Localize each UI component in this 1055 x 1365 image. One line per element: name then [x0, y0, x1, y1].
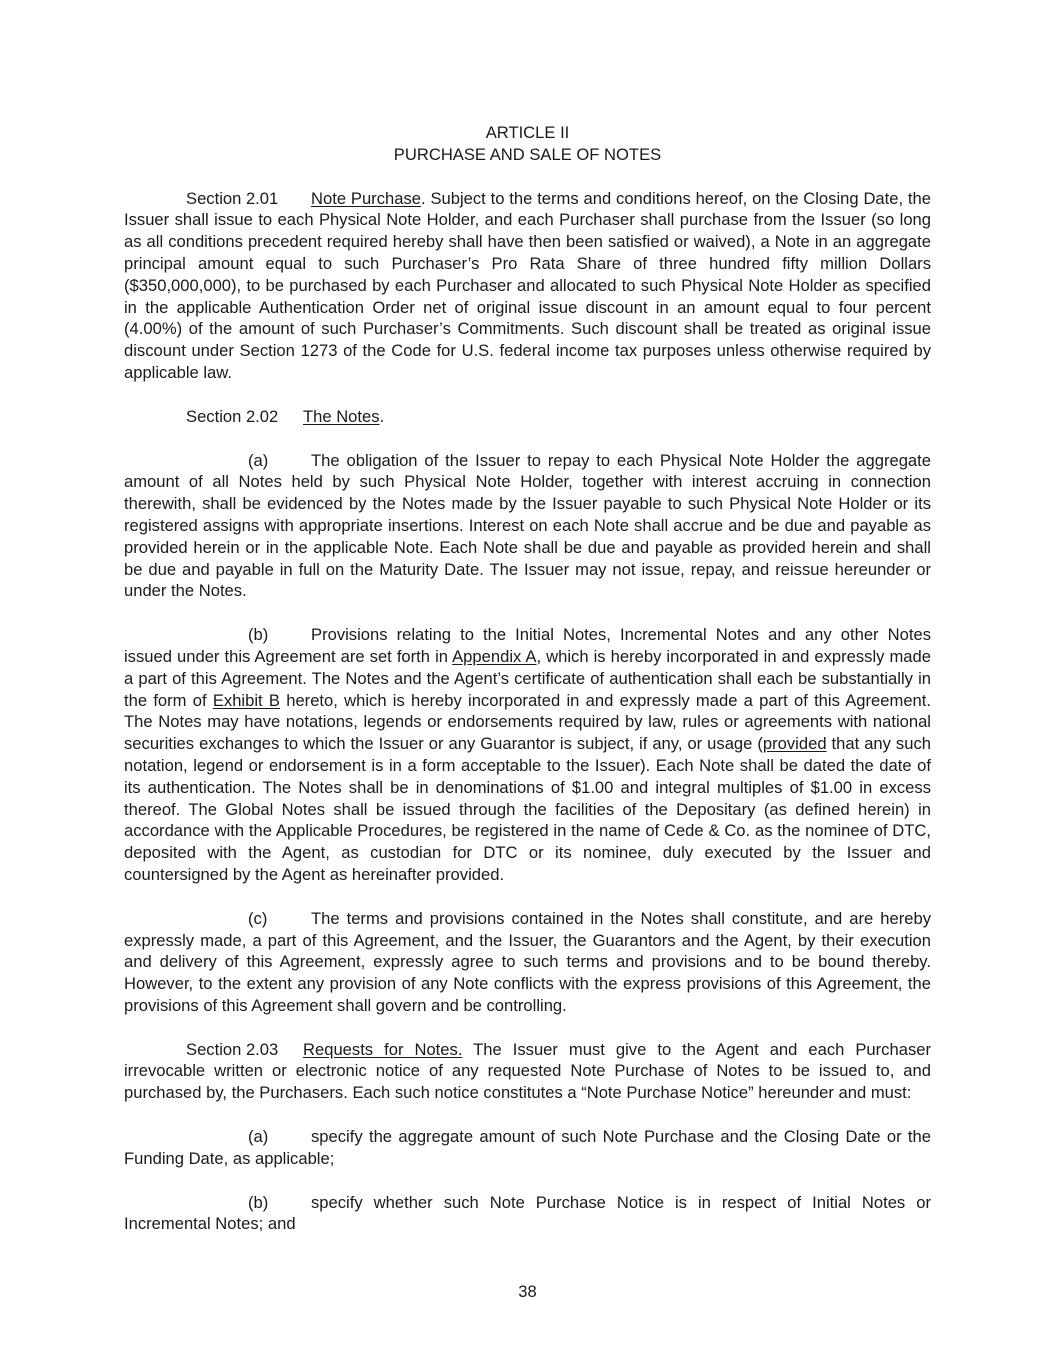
- clause-label: (c): [248, 908, 268, 928]
- section-number: Section 2.01: [186, 188, 279, 208]
- article-number: ARTICLE II: [485, 123, 570, 142]
- clause-label: (b): [248, 625, 269, 645]
- section-text: .: [379, 406, 385, 426]
- clause-text: , which is hereby incorporated in and expressly made a part of this Agreement. The Notes and the Agent’s certificate of authentication shall each be substantially in the form of: [124, 646, 931, 710]
- section-number: Section 2.02: [186, 406, 279, 426]
- clause-text: The obligation of the Issuer to repay to each Physical Note Holder the aggregate amount of all Notes held by such Physical Note Holder, together with interest accruing in connection therewith, shall be evidenced by the Notes made by the Issuer payable to such Physical Note Holder or its registered assigns with appropriate insertions. Interest on each Note shall accrue and be due and payable as provided herein or in the applicable Note. Each Note shall be due and payable as provided herein and shall be due and payable in full on the Maturity Date. The Issuer may not issue, repay, and reissue hereunder or under the Notes.: [124, 450, 931, 601]
- clause-2-02-a: [124, 450, 931, 603]
- clause-2-02-c: [124, 908, 931, 1017]
- section-2-01: [124, 188, 931, 384]
- document-body: [124, 122, 931, 1235]
- section-text: The Issuer must give to the Agent and each Purchaser irrevocable written or electronic notice of any requested Note Purchase of Notes to be issued to, and purchased by, the Purchasers. Each such notice constitutes a “Note Purchase Notice” hereunder and must:: [124, 1039, 931, 1103]
- clause-label: (b): [248, 1192, 269, 1212]
- clause-text: The terms and provisions contained in the Notes shall constitute, and are hereby expressly made, a part of this Agreement, and the Issuer, the Guarantors and the Agent, by their execution and delivery of this Agreement, expressly agree to such terms and provisions and to be bound thereby. However, to the extent any provision of any Note conflicts with the express provisions of this Agreement, the provisions of this Agreement shall govern and be controlling.: [124, 908, 931, 1015]
- section-heading: Requests for Notes.: [303, 1039, 463, 1059]
- appendix-a-reference: Appendix A: [452, 646, 537, 666]
- clause-text: Provisions relating to the Initial Notes, Incremental Notes and any other Notes issued under this Agreement are set forth in: [124, 625, 931, 666]
- section-heading: The Notes: [303, 406, 380, 426]
- section-text: . Subject to the terms and conditions hereof, on the Closing Date, the Issuer shall issue to each Physical Note Holder, and each Purchaser shall purchase from the Issuer (so long as all conditions precedent required hereby shall have then been satisfied or waived), a Note in an aggregate principal amount equal to such Purchaser’s Pro Rata Share of three hundred fifty million Dollars ($350,000,000), to be purchased by each Purchaser and allocated to such Physical Note Holder as specified in the applicable Authentication Order net of original issue discount in an amount equal to four percent (4.00%) of the amount of such Purchaser’s Commitments. Such discount shall be treated as original issue discount under Section 1273 of the Code for U.S. federal income tax purposes unless otherwise required by applicable law.: [124, 188, 932, 382]
- page-number: 38: [518, 1282, 537, 1301]
- article-heading: [124, 122, 931, 166]
- exhibit-b-reference: Exhibit B: [212, 690, 280, 710]
- section-2-03: [124, 1039, 931, 1104]
- clause-label: (a): [248, 450, 269, 470]
- clause-text: specify the aggregate amount of such Note Purchase and the Closing Date or the Funding Date, as applicable;: [124, 1127, 931, 1168]
- clause-2-02-b: [124, 624, 931, 886]
- section-heading: Note Purchase: [311, 188, 421, 208]
- section-number: Section 2.03: [186, 1039, 279, 1059]
- section-2-02: [124, 406, 931, 428]
- clause-2-03-a: [124, 1126, 931, 1170]
- clause-label: (a): [248, 1127, 269, 1147]
- clause-text: hereto, which is hereby incorporated in and expressly made a part of this Agreement. The Notes may have notations, legends or endorsements required by law, rules or agreements with national securities exchanges to which the Issuer or any Guarantor is subject, if any, or usage (: [124, 690, 932, 754]
- clause-text: that any such notation, legend or endorsement is in a form acceptable to the Issuer). Each Note shall be dated the date of its authentication. The Notes shall be in denominations of $1.00 and integral multiples of $1.00 in excess thereof. The Global Notes shall be issued through the facilities of the Depositary (as defined herein) in accordance with the Applicable Procedures, be registered in the name of Cede & Co. as the nominee of DTC, deposited with the Agent, as custodian for DTC or its nominee, duly executed by the Issuer and countersigned by the Agent as hereinafter provided.: [124, 734, 931, 884]
- article-title: PURCHASE AND SALE OF NOTES: [393, 144, 662, 164]
- clause-text: specify whether such Note Purchase Notice is in respect of Initial Notes or Incremental Notes; and: [124, 1192, 931, 1234]
- clause-2-03-b: [124, 1192, 931, 1236]
- provided-term: provided: [762, 734, 827, 754]
